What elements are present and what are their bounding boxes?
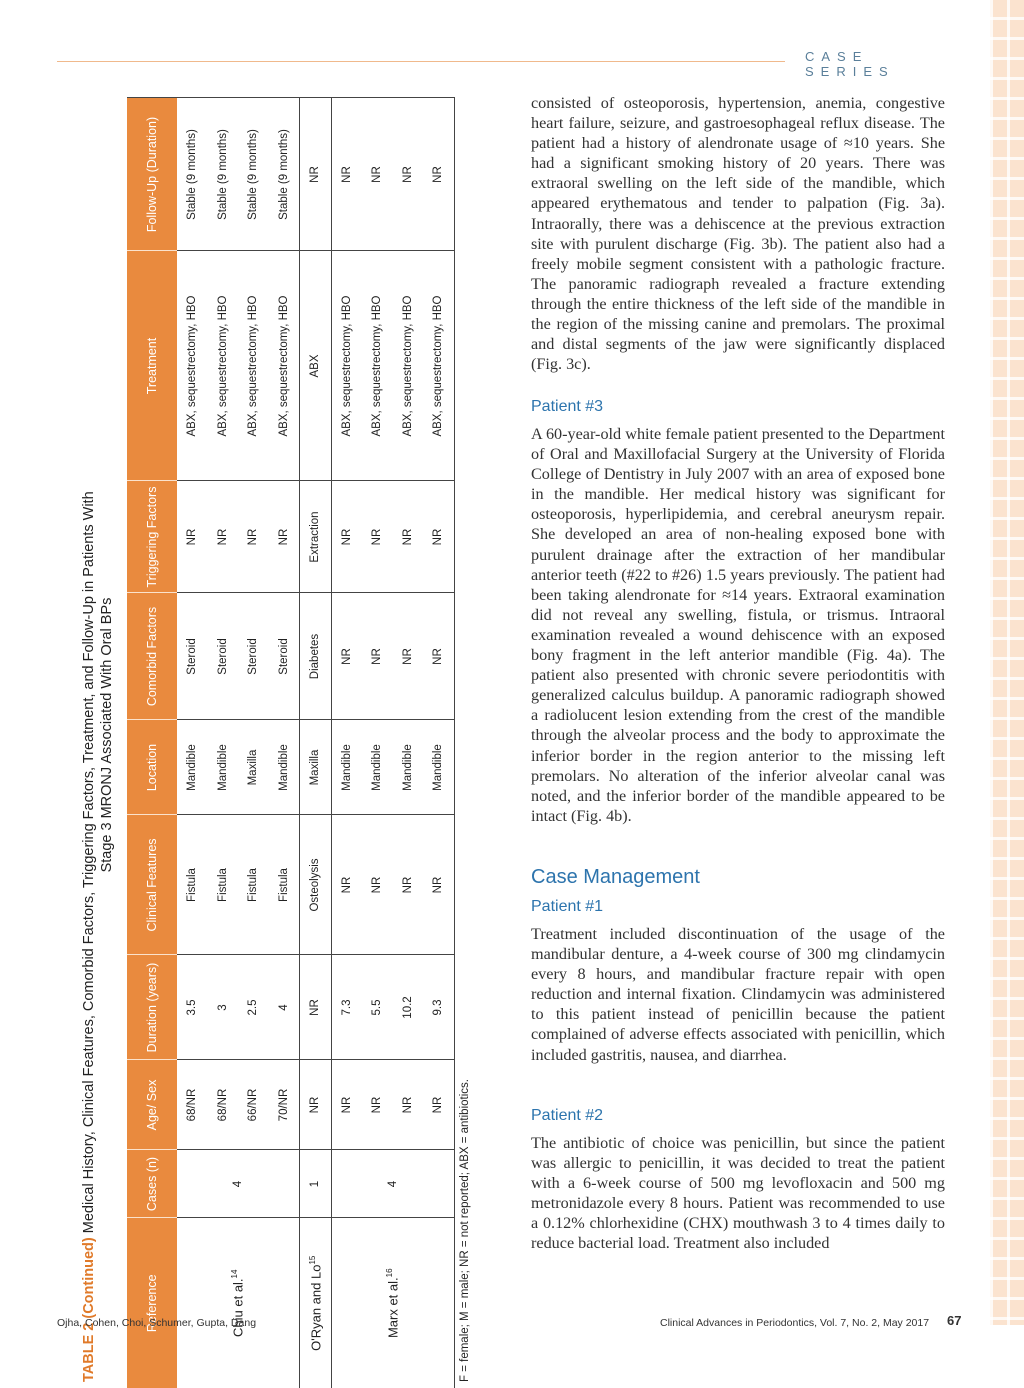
table-block	[80, 88, 471, 1388]
cell: NR	[362, 593, 393, 720]
cases-cell: 1	[300, 1150, 332, 1218]
cell: NR	[393, 481, 424, 593]
cell: ABX, sequestrectomy, HBO	[238, 251, 269, 481]
cell: 4	[269, 955, 300, 1060]
header-follow-up: Follow-Up (Duration)	[127, 98, 177, 251]
cell: ABX, sequestrectomy, HBO	[177, 251, 208, 481]
table-title	[80, 88, 116, 1388]
cell: NR	[362, 481, 393, 593]
cell: 2.5	[238, 955, 269, 1060]
section-label: CASE SERIES	[805, 49, 965, 79]
cell: NR	[393, 1060, 424, 1150]
cell: NR	[423, 481, 454, 593]
reference-cell: O'Ryan and Lo$^{15}$	[300, 1218, 332, 1388]
header-rule	[57, 61, 785, 62]
reference-cell: Chiu et al.$^{14}$	[177, 1218, 300, 1388]
cell: 68/NR	[208, 1060, 239, 1150]
cell: Mandible	[423, 720, 454, 815]
heading-patient-2: Patient #2	[531, 1107, 603, 1125]
paragraph-patient2-history: consisted of osteoporosis, hypertension, anemia, congestive heart failure, seizure, and gastroesophageal reflux disease. The patient had a history of alendronate usage of ≈10 years. She had a significant smoking history of 20 years. There was extraoral swelling on the left side of the mandible, which appeared erythematous and tender to palpation (Fig. 3a). Intraorally, there was a dehiscence at the previous extraction site with purulent discharge (Fig. 3b). The patient also had a freely mobile segment consistent with a pathologic fracture. The panoramic radiograph revealed a fracture extending through the entire thickness of the left side of the mandible in the region of the missing canine and premolars. The proximal and distal segments of the jaw were significantly displaced (Fig. 3c).	[531, 93, 945, 374]
paragraph-patient3: A 60-year-old white female patient presented to the Department of Oral and Maxillofacial Surgery at the University of Florida College of Dentistry in July 2007 with an area of exposed bone in the mandible. Her medical history was significant for osteoporosis, hyperlipidemia, and cerebral aneurysm repair. She developed an area of non-healing exposed bone with purulent drainage after the extraction of her mandibular anterior teeth (#22 to #26) 1.5 years previously. The patient had been taking alendronate for ≈14 years. Extraoral examination did not reveal any swelling, fistula, or trismus. Intraoral examination revealed a wound dehiscence with an exposed bony fragment in the left anterior mandible (Fig. 4a). The patient also presented with chronic severe periodontitis with generalized calculus buildup. A panoramic radiograph showed a radiolucent lesion extending from the crest of the mandible through the alveolar process and the body to approximate the inferior border in the region anterior to the missing left premolars. No alteration of the inferior alveolar canal was noted, and the inferior border of the mandible appeared to be intact (Fig. 4b).	[531, 424, 945, 826]
cell: Mandible	[331, 720, 362, 815]
cell: Stable (9 months)	[269, 98, 300, 251]
cell: ABX, sequestrectomy, HBO	[393, 251, 424, 481]
header-treatment: Treatment	[127, 251, 177, 481]
cell: 7.3	[331, 955, 362, 1060]
reference-cell: Marx et al.$^{16}$	[331, 1218, 454, 1388]
header-clinical-features: Clinical Features	[127, 815, 177, 955]
cell: ABX, sequestrectomy, HBO	[362, 251, 393, 481]
cell: Extraction	[300, 481, 332, 593]
cell: NR	[269, 481, 300, 593]
cell: NR	[300, 1060, 332, 1150]
header-comorbid: Comorbid Factors	[127, 593, 177, 720]
heading-case-management: Case Management	[531, 866, 700, 889]
cell: Steroid	[177, 593, 208, 720]
cell: Mandible	[393, 720, 424, 815]
cell: NR	[362, 98, 393, 251]
cell: NR	[331, 815, 362, 955]
cell: ABX, sequestrectomy, HBO	[331, 251, 362, 481]
header-duration: Duration (years)	[127, 955, 177, 1060]
cell: Stable (9 months)	[208, 98, 239, 251]
page-number: 67	[947, 1313, 961, 1328]
cell: Stable (9 months)	[177, 98, 208, 251]
cell: 10.2	[393, 955, 424, 1060]
cell: 68/NR	[177, 1060, 208, 1150]
cell: NR	[423, 593, 454, 720]
cell: Steroid	[238, 593, 269, 720]
table-title-line1: Medical History, Clinical Features, Comorbid Factors, Triggering Factors, Treatment, and Follow-Up in Patients With	[81, 491, 97, 1237]
cases-cell: 4	[331, 1150, 454, 1218]
cell: Fistula	[208, 815, 239, 955]
heading-patient-1: Patient #1	[531, 898, 603, 916]
cell: NR	[362, 1060, 393, 1150]
cell: Fistula	[177, 815, 208, 955]
edge-decoration	[990, 0, 1024, 1325]
cell: ABX, sequestrectomy, HBO	[269, 251, 300, 481]
cell: Fistula	[238, 815, 269, 955]
header-age-sex: Age/ Sex	[127, 1060, 177, 1150]
cell: NR	[423, 815, 454, 955]
paragraph-patient1-treatment: Treatment included discontinuation of the usage of the mandibular denture, a 4-week course of 300 mg clindamycin every 8 hours, and mandibular fracture repair with open reduction and internal fixation. Clindamycin was administered to this patient instead of penicillin because the patient complained of adverse effects associated with penicillin, which included gastritis, nausea, and diarrhea.	[531, 924, 945, 1065]
footer-journal: Clinical Advances in Periodontics, Vol. 7, No. 2, May 2017	[660, 1317, 929, 1329]
cell: Fistula	[269, 815, 300, 955]
cell: NR	[331, 593, 362, 720]
cell: NR	[423, 1060, 454, 1150]
cell: Steroid	[269, 593, 300, 720]
cell: NR	[331, 98, 362, 251]
cell: 5.5	[362, 955, 393, 1060]
cell: 66/NR	[238, 1060, 269, 1150]
header-location: Location	[127, 720, 177, 815]
cell: NR	[393, 815, 424, 955]
cell: Mandible	[177, 720, 208, 815]
cell: Mandible	[362, 720, 393, 815]
header-reference: Reference	[127, 1218, 177, 1388]
paragraph-patient2-treatment: The antibiotic of choice was penicillin, but since the patient was allergic to penicillin, it was decided to treat the patient with a 6-week course of 500 mg levofloxacin and 500 mg metronidazole every 8 hours. Patient was recommended to use a 0.12% chlorhexidine (CHX) mouthwash 3 to 4 times daily to reduce bacterial load. Treatment also included	[531, 1133, 945, 1254]
cell: Diabetes	[300, 593, 332, 720]
cell: Mandible	[208, 720, 239, 815]
cell: NR	[238, 481, 269, 593]
cell: NR	[393, 593, 424, 720]
cell: NR	[393, 98, 424, 251]
cases-cell: 4	[177, 1150, 300, 1218]
cell: NR	[177, 481, 208, 593]
cell: NR	[300, 98, 332, 251]
cell: NR	[331, 481, 362, 593]
cell: ABX	[300, 251, 332, 481]
cell: 3	[208, 955, 239, 1060]
cell: Maxilla	[238, 720, 269, 815]
cell: 70/NR	[269, 1060, 300, 1150]
cell: Maxilla	[300, 720, 332, 815]
table-title-line2: Stage 3 MRONJ Associated With Oral BPs	[98, 88, 116, 1382]
cell: Mandible	[269, 720, 300, 815]
heading-patient-3: Patient #3	[531, 398, 603, 416]
cell: NR	[423, 98, 454, 251]
header-triggering: Triggering Factors	[127, 481, 177, 593]
cell: NR	[208, 481, 239, 593]
footer-authors: Ojha, Cohen, Choi, Schumer, Gupta, Dang	[57, 1317, 256, 1329]
cell: Osteolysis	[300, 815, 332, 955]
table-row	[177, 98, 208, 1388]
cell: NR	[362, 815, 393, 955]
table-header-row	[127, 98, 177, 1388]
table-footnote: F = female; M = male; NR = not reported; ABX = antibiotics.	[459, 88, 471, 1388]
cell: NR	[300, 955, 332, 1060]
table-row	[300, 98, 332, 1388]
cell: ABX, sequestrectomy, HBO	[423, 251, 454, 481]
header-cases: Cases (n)	[127, 1150, 177, 1218]
mronj-table	[127, 98, 455, 1388]
cell: Steroid	[208, 593, 239, 720]
cell: NR	[331, 1060, 362, 1150]
cell: 3.5	[177, 955, 208, 1060]
cell: Stable (9 months)	[238, 98, 269, 251]
table-row	[331, 98, 362, 1388]
table-label: TABLE 2 (Continued)	[81, 1237, 97, 1382]
cell: ABX, sequestrectomy, HBO	[208, 251, 239, 481]
cell: 9.3	[423, 955, 454, 1060]
